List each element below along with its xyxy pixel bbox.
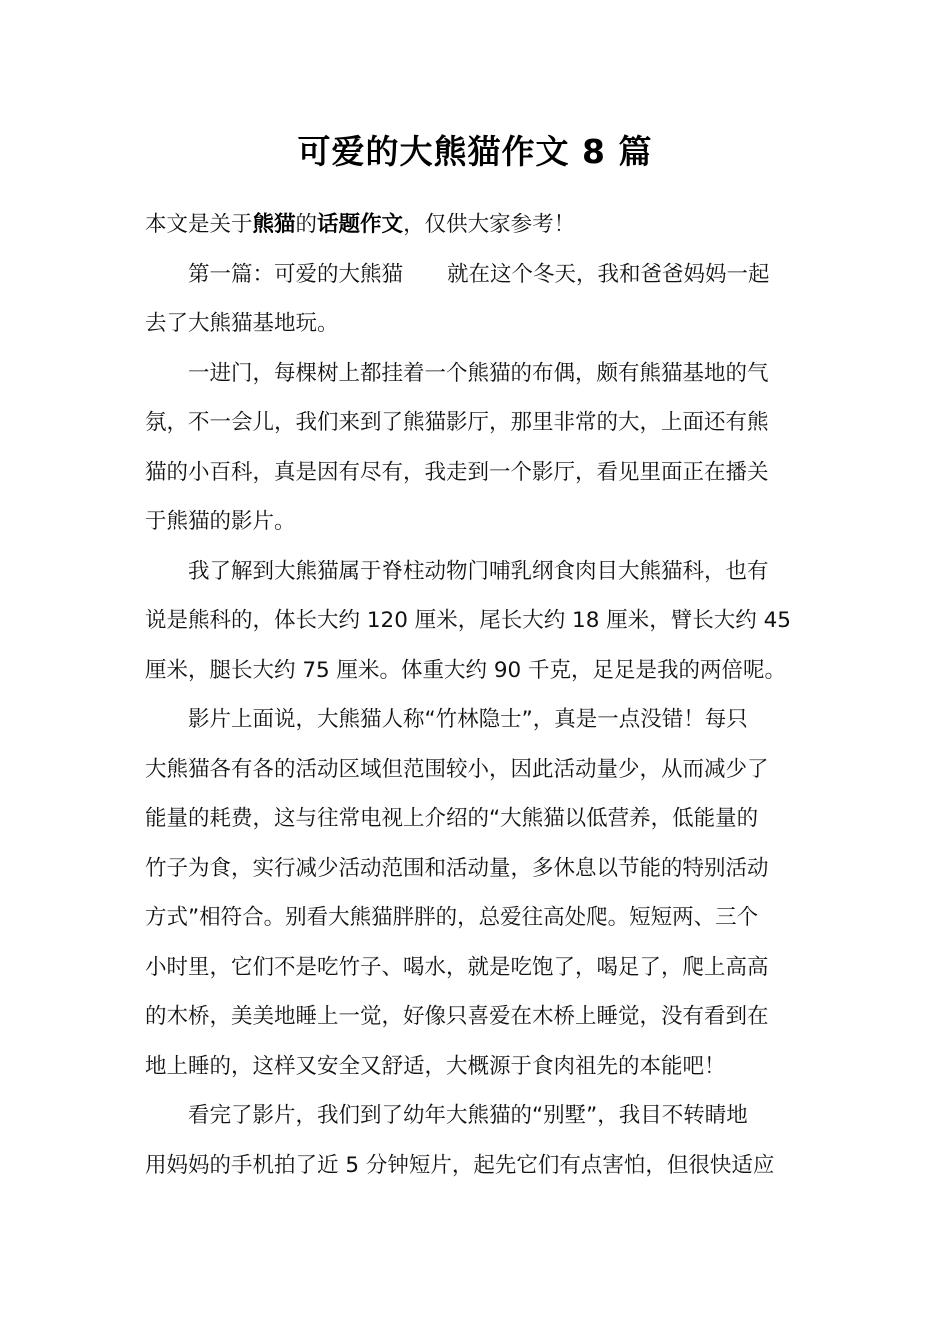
intro-text-3: ，仅供大家参考！ — [403, 212, 576, 237]
paragraph-line: 影片上面说，大熊猫人称“竹林隐士”，真是一点没错！每只 — [188, 707, 748, 732]
paragraph-line: 方式”相符合。别看大熊猫胖胖的，总爱往高处爬。短短两、三个 — [145, 905, 759, 930]
document-title: 可爱的大熊猫作文 8 篇 — [297, 132, 653, 171]
paragraph-line: 能量的耗费，这与往常电视上介绍的“大熊猫以低营养，低能量的 — [145, 806, 759, 831]
paragraph-line: 去了大熊猫基地玩。 — [145, 311, 339, 336]
intro-keyword-topic: 话题作文 — [317, 212, 404, 237]
paragraph-line: 我了解到大熊猫属于脊柱动物门哺乳纲食肉目大熊猫科，也有 — [188, 558, 769, 584]
intro-text-2: 的 — [295, 212, 318, 237]
paragraph-line: 于熊猫的影片。 — [145, 509, 296, 534]
paragraph-line: 看完了影片，我们到了幼年大熊猫的“别墅”，我目不转睛地 — [188, 1103, 748, 1128]
section-first-line — [145, 250, 793, 300]
paragraph-line: 就在这个冬天，我和爸爸妈妈一起 — [447, 261, 770, 287]
paragraph-line: 厘米，腿长大约 75 厘米。体重大约 90 千克，足足是我的两倍呢。 — [145, 657, 787, 683]
intro-keyword-panda: 熊猫 — [252, 212, 296, 237]
paragraph-line: 说是熊科的，体长大约 120 厘米，尾长大约 18 厘米，臂长大约 45 — [145, 608, 791, 633]
paragraph-line: 的木桥，美美地睡上一觉，好像只喜爱在木桥上睡觉，没有看到在 — [145, 1004, 769, 1029]
intro-line — [145, 200, 793, 250]
document-body — [145, 200, 793, 1190]
section-heading: 第一篇：可爱的大熊猫 — [188, 261, 404, 287]
paragraph-line: 大熊猫各有各的活动区域但范围较小，因此活动量少，从而减少了 — [145, 756, 769, 782]
paragraph-line: 一进门，每棵树上都挂着一个熊猫的布偶，颇有熊猫基地的气 — [188, 360, 769, 386]
intro-text-1: 本文是关于 — [145, 212, 253, 237]
paragraph-line: 竹子为食，实行减少活动范围和活动量，多休息以节能的特别活动 — [145, 855, 769, 881]
paragraph-line: 小时里，它们不是吃竹子、喝水，就是吃饱了，喝足了，爬上高高 — [145, 954, 769, 980]
paragraph-line: 猫的小百科，真是因有尽有，我走到一个影厅，看见里面正在播关 — [145, 459, 769, 485]
paragraph-line: 氛，不一会儿，我们来到了熊猫影厅，那里非常的大，上面还有熊 — [145, 410, 769, 435]
paragraph-line: 地上睡的，这样又安全又舒适，大概源于食肉祖先的本能吧！ — [145, 1053, 726, 1079]
paragraph-line: 用妈妈的手机拍了近 5 分钟短片，起先它们有点害怕，但很快适应 — [145, 1152, 775, 1178]
